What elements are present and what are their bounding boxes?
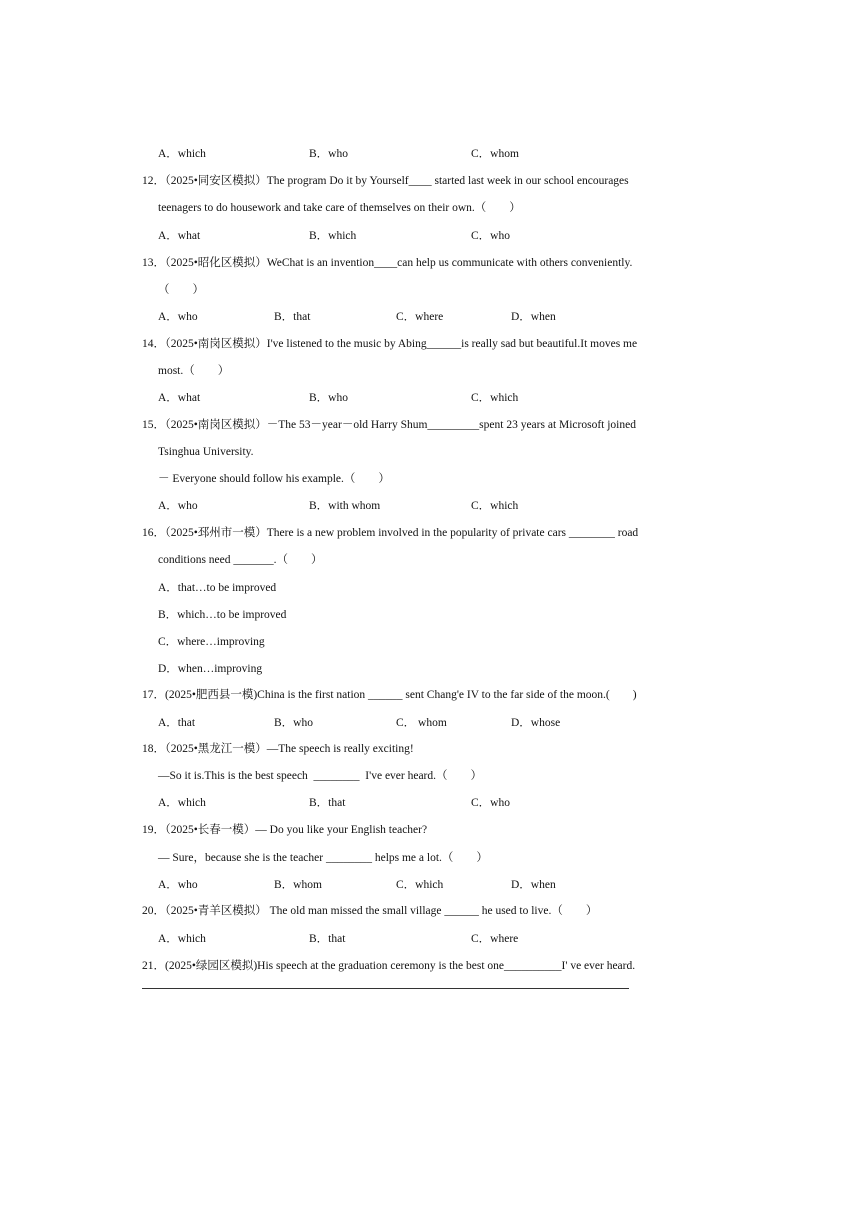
q14-option-b: B．who bbox=[309, 392, 348, 404]
q19-stem-line2: — Sure，because she is the teacher ________ helps me a lot.（ ） bbox=[158, 852, 488, 864]
q17-option-b: B．who bbox=[274, 717, 313, 729]
q13-stem-line1: 13．（2025•昭化区模拟）WeChat is an invention____can help us communicate with others conveniently. bbox=[142, 257, 633, 269]
q11-option-b: B．who bbox=[309, 148, 348, 160]
q11-option-c: C．whom bbox=[471, 148, 519, 160]
q19-option-a: A．who bbox=[158, 879, 198, 891]
q18-stem-line1: 18．（2025•黑龙江一模）—The speech is really exciting! bbox=[142, 743, 414, 755]
q19-stem-line1: 19．（2025•长春一模）— Do you like your English teacher? bbox=[142, 824, 428, 836]
q18-stem-line2: —So it is.This is the best speech ________ I've ever heard.（ ） bbox=[158, 770, 483, 782]
q16-option-a: A．that…to be improved bbox=[158, 582, 277, 594]
q15-option-a: A．who bbox=[158, 500, 198, 512]
q12-stem-line1: 12．（2025•同安区模拟）The program Do it by Yourself____ started last week in our school encourages bbox=[142, 175, 629, 187]
q16-stem-line1: 16．（2025•邳州市一模）There is a new problem involved in the popularity of private cars ________ road bbox=[142, 527, 639, 539]
q16-option-d: D．when…improving bbox=[158, 663, 263, 675]
q12-option-b: B．which bbox=[309, 230, 357, 242]
q18-option-c: C．who bbox=[471, 797, 510, 809]
q17-stem-line1: 17．(2025•肥西县一模)China is the first nation ______ sent Chang'e IV to the far side of the moon.( ) bbox=[142, 689, 637, 701]
q14-option-c: C．which bbox=[471, 392, 519, 404]
q20-option-c: C．where bbox=[471, 933, 519, 945]
q14-stem-line2: most.（ ） bbox=[158, 365, 230, 377]
q13-option-d: D．when bbox=[511, 311, 556, 323]
q13-option-b: B．that bbox=[274, 311, 311, 323]
q21-stem-line1: 21．(2025•绿园区模拟)His speech at the graduation ceremony is the best one__________I' ve ever heard. bbox=[142, 960, 636, 972]
q19-option-c: C．which bbox=[396, 879, 444, 891]
q17-option-c: C． whom bbox=[396, 717, 447, 729]
q20-stem-line1: 20．（2025•青羊区模拟） The old man missed the small village ______ he used to live.（ ） bbox=[142, 905, 598, 917]
footer-divider bbox=[142, 988, 629, 989]
q13-option-c: C．where bbox=[396, 311, 444, 323]
q20-option-a: A．which bbox=[158, 933, 206, 945]
q11-option-a: A．which bbox=[158, 148, 206, 160]
q15-stem-line1: 15．（2025•南岗区模拟）－The 53－year－old Harry Shum_________spent 23 years at Microsoft joined bbox=[142, 419, 636, 431]
q17-option-d: D．whose bbox=[511, 717, 561, 729]
q18-option-b: B．that bbox=[309, 797, 346, 809]
q16-option-b: B．which…to be improved bbox=[158, 609, 287, 621]
q16-stem-line2: conditions need _______.（ ） bbox=[158, 554, 323, 566]
q19-option-b: B．whom bbox=[274, 879, 322, 891]
q15-option-c: C．which bbox=[471, 500, 519, 512]
q20-option-b: B．that bbox=[309, 933, 346, 945]
q15-stem-line3: － Everyone should follow his example.（ ） bbox=[158, 473, 390, 485]
q12-option-a: A．what bbox=[158, 230, 201, 242]
q18-option-a: A．which bbox=[158, 797, 206, 809]
q12-option-c: C．who bbox=[471, 230, 510, 242]
q13-option-a: A．who bbox=[158, 311, 198, 323]
q17-option-a: A．that bbox=[158, 717, 196, 729]
q16-option-c: C．where…improving bbox=[158, 636, 265, 648]
q12-stem-line2: teenagers to do housework and take care of themselves on their own.（ ） bbox=[158, 202, 521, 214]
q15-stem-line2: Tsinghua University. bbox=[158, 446, 254, 458]
q14-option-a: A．what bbox=[158, 392, 201, 404]
q15-option-b: B．with whom bbox=[309, 500, 381, 512]
q19-option-d: D．when bbox=[511, 879, 556, 891]
q14-stem-line1: 14．（2025•南岗区模拟）I've listened to the music by Abing______is really sad but beautiful.It moves me bbox=[142, 338, 638, 350]
q13-stem-line2: （ ） bbox=[158, 284, 204, 296]
